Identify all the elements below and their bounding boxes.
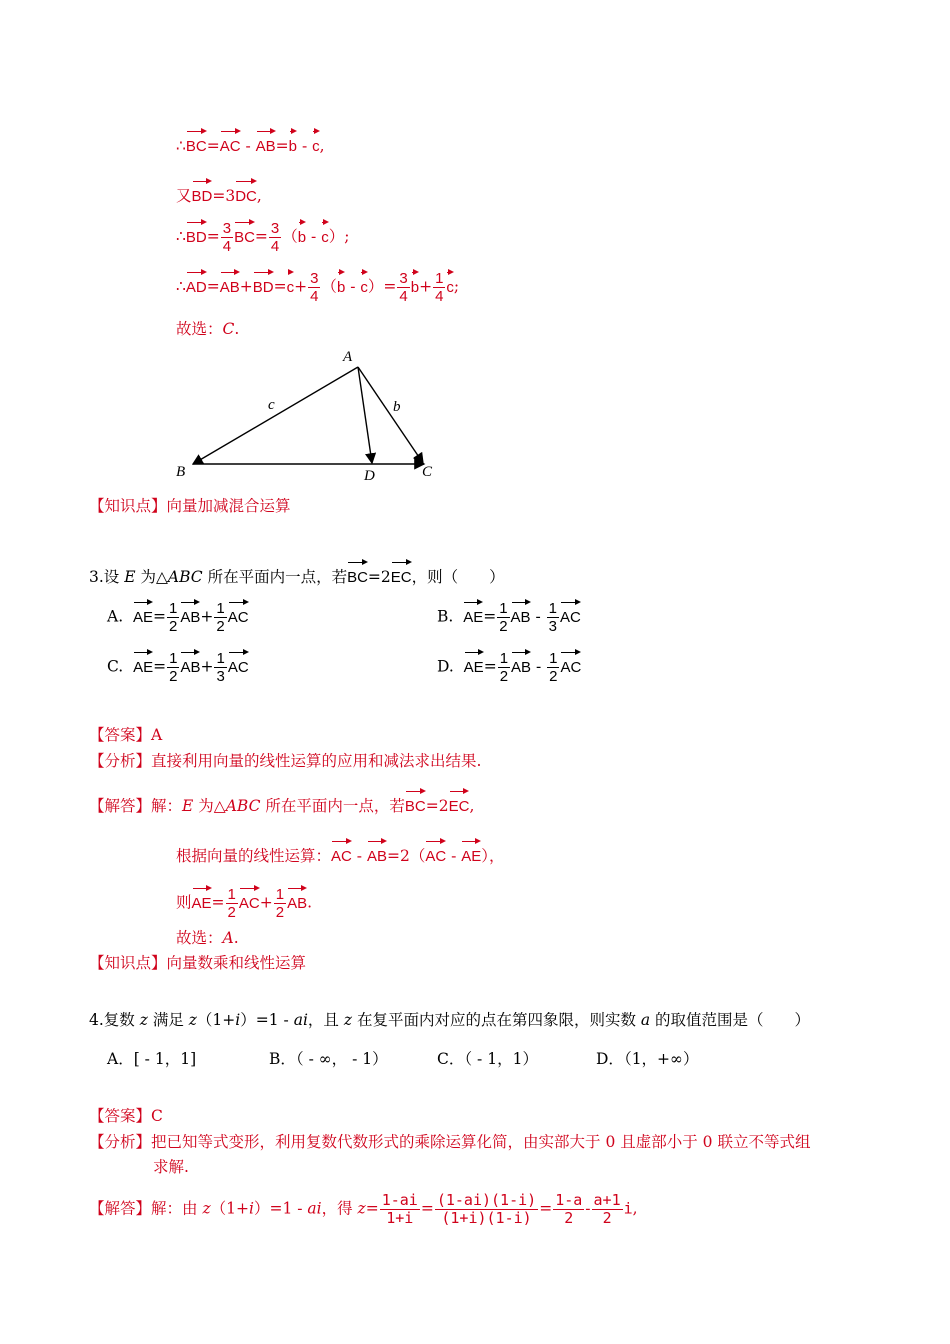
q3-choice: 故选：A. (176, 929, 239, 947)
point-A-label: A (343, 349, 353, 365)
point-C-label: C (422, 464, 433, 480)
q4-option-d[interactable]: D．（1，+∞） (596, 1050, 699, 1068)
q3-solution-line-3: 则AE= $\frac{1}{2}$ AC+ $\frac{1}{2}$ AB. (176, 886, 313, 921)
derivation-line-1: ∴BC=AC - AB=b - c, (176, 130, 325, 158)
q4-option-b[interactable]: B．（ - ∞， - 1） (269, 1050, 388, 1068)
q3-stem: 3.设 E 为△ABC 所在平面内一点，若BC=2EC，则（ ） (89, 561, 505, 589)
q4-stem: 4.复数 z 满足 z（1+i）=1 - ai，且 z 在复平面内对应的点在第四象限，则实数 a 的取值范围是（ ） (89, 1011, 811, 1029)
q4-option-a[interactable]: A．[ - 1，1] (107, 1050, 197, 1068)
knowledge-point-2: 【知识点】向量数乘和线性运算 (89, 954, 307, 972)
derivation-choice: 故选：C. (176, 320, 240, 338)
derivation-line-3: ∴BD= $\frac{3}{4}$ BC= $\frac{3}{4}$ （b - c）; (176, 220, 350, 255)
q3-option-c[interactable]: C. AE= $\frac{1}{2}$ AB+ $\frac{1}{3}$ AC (107, 650, 249, 685)
point-D-label: D (364, 468, 375, 480)
q4-option-c[interactable]: C．（ - 1，1） (437, 1050, 538, 1068)
q3-option-b[interactable]: B. AE= $\frac{1}{2}$ AB - $\frac{1}{3}$ AC (437, 600, 581, 635)
triangle-figure (170, 345, 440, 480)
vector-b-line (358, 367, 423, 463)
q3-solution: 【解答】解：E 为△ABC 所在平面内一点，若BC=2EC, (89, 790, 474, 818)
point-B-label: B (176, 464, 186, 480)
q4-analysis: 【分析】把已知等式变形，利用复数代数形式的乘除运算化简，由实部大于 0 且虚部小于 0 联立不等式组 (89, 1133, 811, 1151)
q4-analysis-cont: 求解. (153, 1158, 189, 1176)
side-b-label: b (393, 399, 401, 415)
vector-AD-line (358, 367, 372, 463)
q3-option-d[interactable]: D. AE= $\frac{1}{2}$ AB - $\frac{1}{2}$ AC (437, 650, 582, 685)
derivation-line-4: ∴AD=AB+BD=c+ $\frac{3}{4}$ （b - c）= $\frac{3}{4}$ b+ $\frac{1}{4}$ c; (176, 270, 460, 305)
side-c-label: c (268, 397, 275, 413)
knowledge-point-1: 【知识点】向量加减混合运算 (89, 497, 291, 515)
q3-answer: 【答案】A (89, 726, 163, 744)
q3-option-a[interactable]: A. AE= $\frac{1}{2}$ AB+ $\frac{1}{2}$ AC (107, 600, 249, 635)
vector-c-line (193, 367, 358, 464)
q3-solution-line-2: 根据向量的线性运算：AC - AB=2（AC - AE）， (176, 840, 505, 868)
q4-answer: 【答案】C (89, 1107, 163, 1125)
derivation-line-2: 又BD=3DC, (176, 180, 262, 208)
q4-solution: 【解答】解：由 z（1+i）=1 - ai，得 z= $\frac{1-ai}{1+i}$ = $\frac{(1-ai)(1-i)}{(1+i)(1-i)}$ = $\frac{1-a}{2}$ - $\frac{a+1}{2}$ i, (89, 1191, 638, 1227)
q3-analysis: 【分析】直接利用向量的线性运算的应用和减法求出结果. (89, 752, 482, 770)
